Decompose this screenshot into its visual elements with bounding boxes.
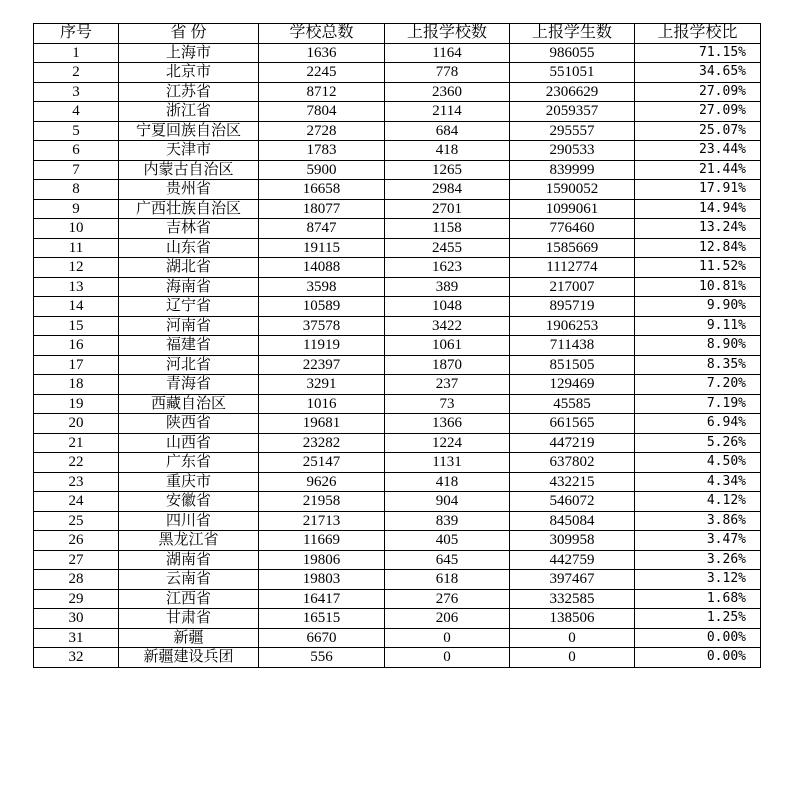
cell-total-schools: 1636 xyxy=(259,43,385,63)
cell-index: 9 xyxy=(34,199,119,219)
table-row xyxy=(34,511,761,531)
cell-reported-students: 295557 xyxy=(510,121,635,141)
cell-reported-students: 851505 xyxy=(510,355,635,375)
cell-index: 15 xyxy=(34,316,119,336)
cell-total-schools: 1783 xyxy=(259,141,385,161)
cell-report-ratio: 8.35% xyxy=(635,355,761,375)
table-row xyxy=(34,121,761,141)
cell-reported-schools: 2701 xyxy=(385,199,510,219)
cell-index: 16 xyxy=(34,336,119,356)
cell-province: 福建省 xyxy=(119,336,259,356)
table-row xyxy=(34,433,761,453)
table-row xyxy=(34,472,761,492)
cell-province: 山东省 xyxy=(119,238,259,258)
cell-reported-students: 546072 xyxy=(510,492,635,512)
table-row xyxy=(34,43,761,63)
cell-index: 3 xyxy=(34,82,119,102)
cell-reported-students: 432215 xyxy=(510,472,635,492)
cell-reported-students: 0 xyxy=(510,648,635,668)
header-total-schools: 学校总数 xyxy=(259,24,385,44)
cell-province: 新疆 xyxy=(119,628,259,648)
cell-province: 河南省 xyxy=(119,316,259,336)
table-row xyxy=(34,336,761,356)
cell-report-ratio: 27.09% xyxy=(635,82,761,102)
cell-total-schools: 10589 xyxy=(259,297,385,317)
cell-index: 7 xyxy=(34,160,119,180)
table-row xyxy=(34,609,761,629)
cell-province: 上海市 xyxy=(119,43,259,63)
cell-index: 19 xyxy=(34,394,119,414)
cell-reported-schools: 1061 xyxy=(385,336,510,356)
cell-reported-students: 138506 xyxy=(510,609,635,629)
cell-index: 30 xyxy=(34,609,119,629)
cell-total-schools: 16515 xyxy=(259,609,385,629)
table-body xyxy=(34,43,761,667)
cell-report-ratio: 3.47% xyxy=(635,531,761,551)
cell-index: 5 xyxy=(34,121,119,141)
cell-report-ratio: 0.00% xyxy=(635,648,761,668)
cell-total-schools: 8712 xyxy=(259,82,385,102)
cell-total-schools: 19806 xyxy=(259,550,385,570)
cell-report-ratio: 7.20% xyxy=(635,375,761,395)
cell-reported-students: 637802 xyxy=(510,453,635,473)
cell-total-schools: 8747 xyxy=(259,219,385,239)
cell-reported-schools: 2984 xyxy=(385,180,510,200)
cell-index: 28 xyxy=(34,570,119,590)
cell-total-schools: 1016 xyxy=(259,394,385,414)
cell-report-ratio: 10.81% xyxy=(635,277,761,297)
cell-total-schools: 3291 xyxy=(259,375,385,395)
cell-reported-schools: 1048 xyxy=(385,297,510,317)
cell-index: 24 xyxy=(34,492,119,512)
cell-reported-students: 895719 xyxy=(510,297,635,317)
cell-province: 吉林省 xyxy=(119,219,259,239)
cell-total-schools: 22397 xyxy=(259,355,385,375)
cell-total-schools: 19115 xyxy=(259,238,385,258)
cell-reported-schools: 1158 xyxy=(385,219,510,239)
table-row xyxy=(34,414,761,434)
cell-total-schools: 16417 xyxy=(259,589,385,609)
cell-reported-schools: 2360 xyxy=(385,82,510,102)
cell-reported-schools: 2455 xyxy=(385,238,510,258)
cell-reported-schools: 1164 xyxy=(385,43,510,63)
cell-reported-schools: 0 xyxy=(385,628,510,648)
cell-reported-schools: 73 xyxy=(385,394,510,414)
cell-reported-schools: 1870 xyxy=(385,355,510,375)
cell-province: 湖北省 xyxy=(119,258,259,278)
table-row xyxy=(34,570,761,590)
cell-report-ratio: 12.84% xyxy=(635,238,761,258)
cell-province: 陕西省 xyxy=(119,414,259,434)
cell-reported-students: 1585669 xyxy=(510,238,635,258)
table-row xyxy=(34,453,761,473)
cell-province: 云南省 xyxy=(119,570,259,590)
cell-reported-students: 711438 xyxy=(510,336,635,356)
header-row xyxy=(34,24,761,44)
table-row xyxy=(34,199,761,219)
cell-index: 20 xyxy=(34,414,119,434)
cell-reported-schools: 839 xyxy=(385,511,510,531)
cell-report-ratio: 34.65% xyxy=(635,63,761,83)
cell-province: 河北省 xyxy=(119,355,259,375)
cell-province: 黑龙江省 xyxy=(119,531,259,551)
cell-report-ratio: 0.00% xyxy=(635,628,761,648)
cell-total-schools: 21713 xyxy=(259,511,385,531)
cell-province: 宁夏回族自治区 xyxy=(119,121,259,141)
cell-province: 广西壮族自治区 xyxy=(119,199,259,219)
cell-reported-students: 845084 xyxy=(510,511,635,531)
cell-reported-schools: 645 xyxy=(385,550,510,570)
cell-total-schools: 25147 xyxy=(259,453,385,473)
cell-report-ratio: 7.19% xyxy=(635,394,761,414)
cell-reported-students: 551051 xyxy=(510,63,635,83)
table-row xyxy=(34,550,761,570)
cell-province: 安徽省 xyxy=(119,492,259,512)
table-row xyxy=(34,589,761,609)
cell-index: 23 xyxy=(34,472,119,492)
cell-reported-schools: 618 xyxy=(385,570,510,590)
cell-index: 26 xyxy=(34,531,119,551)
cell-total-schools: 3598 xyxy=(259,277,385,297)
cell-total-schools: 9626 xyxy=(259,472,385,492)
cell-total-schools: 19803 xyxy=(259,570,385,590)
cell-index: 8 xyxy=(34,180,119,200)
cell-reported-schools: 778 xyxy=(385,63,510,83)
cell-index: 25 xyxy=(34,511,119,531)
cell-index: 2 xyxy=(34,63,119,83)
cell-province: 辽宁省 xyxy=(119,297,259,317)
cell-total-schools: 2245 xyxy=(259,63,385,83)
cell-reported-schools: 904 xyxy=(385,492,510,512)
cell-total-schools: 37578 xyxy=(259,316,385,336)
table-row xyxy=(34,238,761,258)
table-row xyxy=(34,531,761,551)
cell-report-ratio: 27.09% xyxy=(635,102,761,122)
cell-reported-schools: 1131 xyxy=(385,453,510,473)
school-report-table xyxy=(33,23,761,668)
cell-report-ratio: 25.07% xyxy=(635,121,761,141)
table-row xyxy=(34,258,761,278)
table-row xyxy=(34,277,761,297)
cell-report-ratio: 4.50% xyxy=(635,453,761,473)
cell-province: 青海省 xyxy=(119,375,259,395)
cell-total-schools: 5900 xyxy=(259,160,385,180)
cell-report-ratio: 4.34% xyxy=(635,472,761,492)
cell-report-ratio: 5.26% xyxy=(635,433,761,453)
table-row xyxy=(34,82,761,102)
cell-reported-schools: 389 xyxy=(385,277,510,297)
cell-total-schools: 21958 xyxy=(259,492,385,512)
cell-reported-schools: 3422 xyxy=(385,316,510,336)
cell-reported-students: 2059357 xyxy=(510,102,635,122)
cell-reported-students: 1112774 xyxy=(510,258,635,278)
cell-reported-students: 776460 xyxy=(510,219,635,239)
cell-total-schools: 18077 xyxy=(259,199,385,219)
cell-province: 重庆市 xyxy=(119,472,259,492)
cell-reported-schools: 418 xyxy=(385,472,510,492)
cell-reported-students: 217007 xyxy=(510,277,635,297)
table-row xyxy=(34,160,761,180)
cell-province: 新疆建设兵团 xyxy=(119,648,259,668)
cell-index: 6 xyxy=(34,141,119,161)
cell-reported-students: 986055 xyxy=(510,43,635,63)
table-row xyxy=(34,492,761,512)
cell-province: 山西省 xyxy=(119,433,259,453)
cell-reported-schools: 405 xyxy=(385,531,510,551)
cell-province: 江苏省 xyxy=(119,82,259,102)
cell-index: 21 xyxy=(34,433,119,453)
cell-report-ratio: 14.94% xyxy=(635,199,761,219)
cell-report-ratio: 71.15% xyxy=(635,43,761,63)
cell-reported-schools: 1623 xyxy=(385,258,510,278)
cell-reported-students: 1590052 xyxy=(510,180,635,200)
cell-reported-students: 290533 xyxy=(510,141,635,161)
cell-report-ratio: 21.44% xyxy=(635,160,761,180)
cell-reported-students: 309958 xyxy=(510,531,635,551)
cell-total-schools: 6670 xyxy=(259,628,385,648)
cell-report-ratio: 9.11% xyxy=(635,316,761,336)
cell-reported-students: 1906253 xyxy=(510,316,635,336)
cell-total-schools: 23282 xyxy=(259,433,385,453)
cell-province: 海南省 xyxy=(119,277,259,297)
cell-report-ratio: 3.26% xyxy=(635,550,761,570)
cell-reported-students: 1099061 xyxy=(510,199,635,219)
cell-province: 西藏自治区 xyxy=(119,394,259,414)
cell-index: 14 xyxy=(34,297,119,317)
cell-province: 浙江省 xyxy=(119,102,259,122)
cell-reported-schools: 1224 xyxy=(385,433,510,453)
cell-province: 内蒙古自治区 xyxy=(119,160,259,180)
cell-reported-schools: 1265 xyxy=(385,160,510,180)
cell-report-ratio: 11.52% xyxy=(635,258,761,278)
cell-index: 17 xyxy=(34,355,119,375)
cell-report-ratio: 3.86% xyxy=(635,511,761,531)
cell-report-ratio: 8.90% xyxy=(635,336,761,356)
table-row xyxy=(34,297,761,317)
cell-reported-students: 0 xyxy=(510,628,635,648)
cell-total-schools: 11919 xyxy=(259,336,385,356)
cell-reported-students: 397467 xyxy=(510,570,635,590)
cell-reported-schools: 2114 xyxy=(385,102,510,122)
cell-total-schools: 556 xyxy=(259,648,385,668)
table-row xyxy=(34,219,761,239)
cell-reported-students: 839999 xyxy=(510,160,635,180)
cell-total-schools: 14088 xyxy=(259,258,385,278)
cell-province: 贵州省 xyxy=(119,180,259,200)
cell-index: 10 xyxy=(34,219,119,239)
cell-reported-schools: 684 xyxy=(385,121,510,141)
cell-reported-schools: 1366 xyxy=(385,414,510,434)
table-row xyxy=(34,63,761,83)
cell-index: 22 xyxy=(34,453,119,473)
table-row xyxy=(34,648,761,668)
cell-reported-schools: 0 xyxy=(385,648,510,668)
cell-reported-students: 447219 xyxy=(510,433,635,453)
cell-total-schools: 16658 xyxy=(259,180,385,200)
cell-index: 13 xyxy=(34,277,119,297)
cell-province: 天津市 xyxy=(119,141,259,161)
cell-report-ratio: 1.25% xyxy=(635,609,761,629)
table-row xyxy=(34,375,761,395)
cell-reported-students: 45585 xyxy=(510,394,635,414)
table-row xyxy=(34,102,761,122)
cell-province: 广东省 xyxy=(119,453,259,473)
cell-index: 32 xyxy=(34,648,119,668)
cell-reported-schools: 206 xyxy=(385,609,510,629)
cell-report-ratio: 3.12% xyxy=(635,570,761,590)
cell-index: 18 xyxy=(34,375,119,395)
table-row xyxy=(34,355,761,375)
cell-report-ratio: 13.24% xyxy=(635,219,761,239)
table-row xyxy=(34,316,761,336)
cell-reported-schools: 418 xyxy=(385,141,510,161)
cell-report-ratio: 4.12% xyxy=(635,492,761,512)
cell-index: 4 xyxy=(34,102,119,122)
cell-reported-students: 129469 xyxy=(510,375,635,395)
header-report-ratio: 上报学校比 xyxy=(635,24,761,44)
cell-index: 27 xyxy=(34,550,119,570)
cell-report-ratio: 1.68% xyxy=(635,589,761,609)
cell-index: 11 xyxy=(34,238,119,258)
cell-index: 1 xyxy=(34,43,119,63)
cell-reported-students: 2306629 xyxy=(510,82,635,102)
cell-report-ratio: 9.90% xyxy=(635,297,761,317)
cell-report-ratio: 17.91% xyxy=(635,180,761,200)
cell-index: 29 xyxy=(34,589,119,609)
cell-province: 江西省 xyxy=(119,589,259,609)
cell-reported-students: 332585 xyxy=(510,589,635,609)
table-row xyxy=(34,141,761,161)
cell-reported-schools: 237 xyxy=(385,375,510,395)
header-reported-students: 上报学生数 xyxy=(510,24,635,44)
header-index: 序号 xyxy=(34,24,119,44)
cell-province: 甘肃省 xyxy=(119,609,259,629)
cell-report-ratio: 6.94% xyxy=(635,414,761,434)
header-province: 省 份 xyxy=(119,24,259,44)
cell-total-schools: 7804 xyxy=(259,102,385,122)
cell-province: 北京市 xyxy=(119,63,259,83)
table-row xyxy=(34,628,761,648)
cell-total-schools: 19681 xyxy=(259,414,385,434)
header-reported-schools: 上报学校数 xyxy=(385,24,510,44)
cell-total-schools: 11669 xyxy=(259,531,385,551)
cell-province: 湖南省 xyxy=(119,550,259,570)
cell-reported-students: 442759 xyxy=(510,550,635,570)
table-row xyxy=(34,394,761,414)
table-row xyxy=(34,180,761,200)
cell-total-schools: 2728 xyxy=(259,121,385,141)
cell-province: 四川省 xyxy=(119,511,259,531)
cell-index: 12 xyxy=(34,258,119,278)
cell-reported-students: 661565 xyxy=(510,414,635,434)
cell-report-ratio: 23.44% xyxy=(635,141,761,161)
cell-index: 31 xyxy=(34,628,119,648)
cell-reported-schools: 276 xyxy=(385,589,510,609)
